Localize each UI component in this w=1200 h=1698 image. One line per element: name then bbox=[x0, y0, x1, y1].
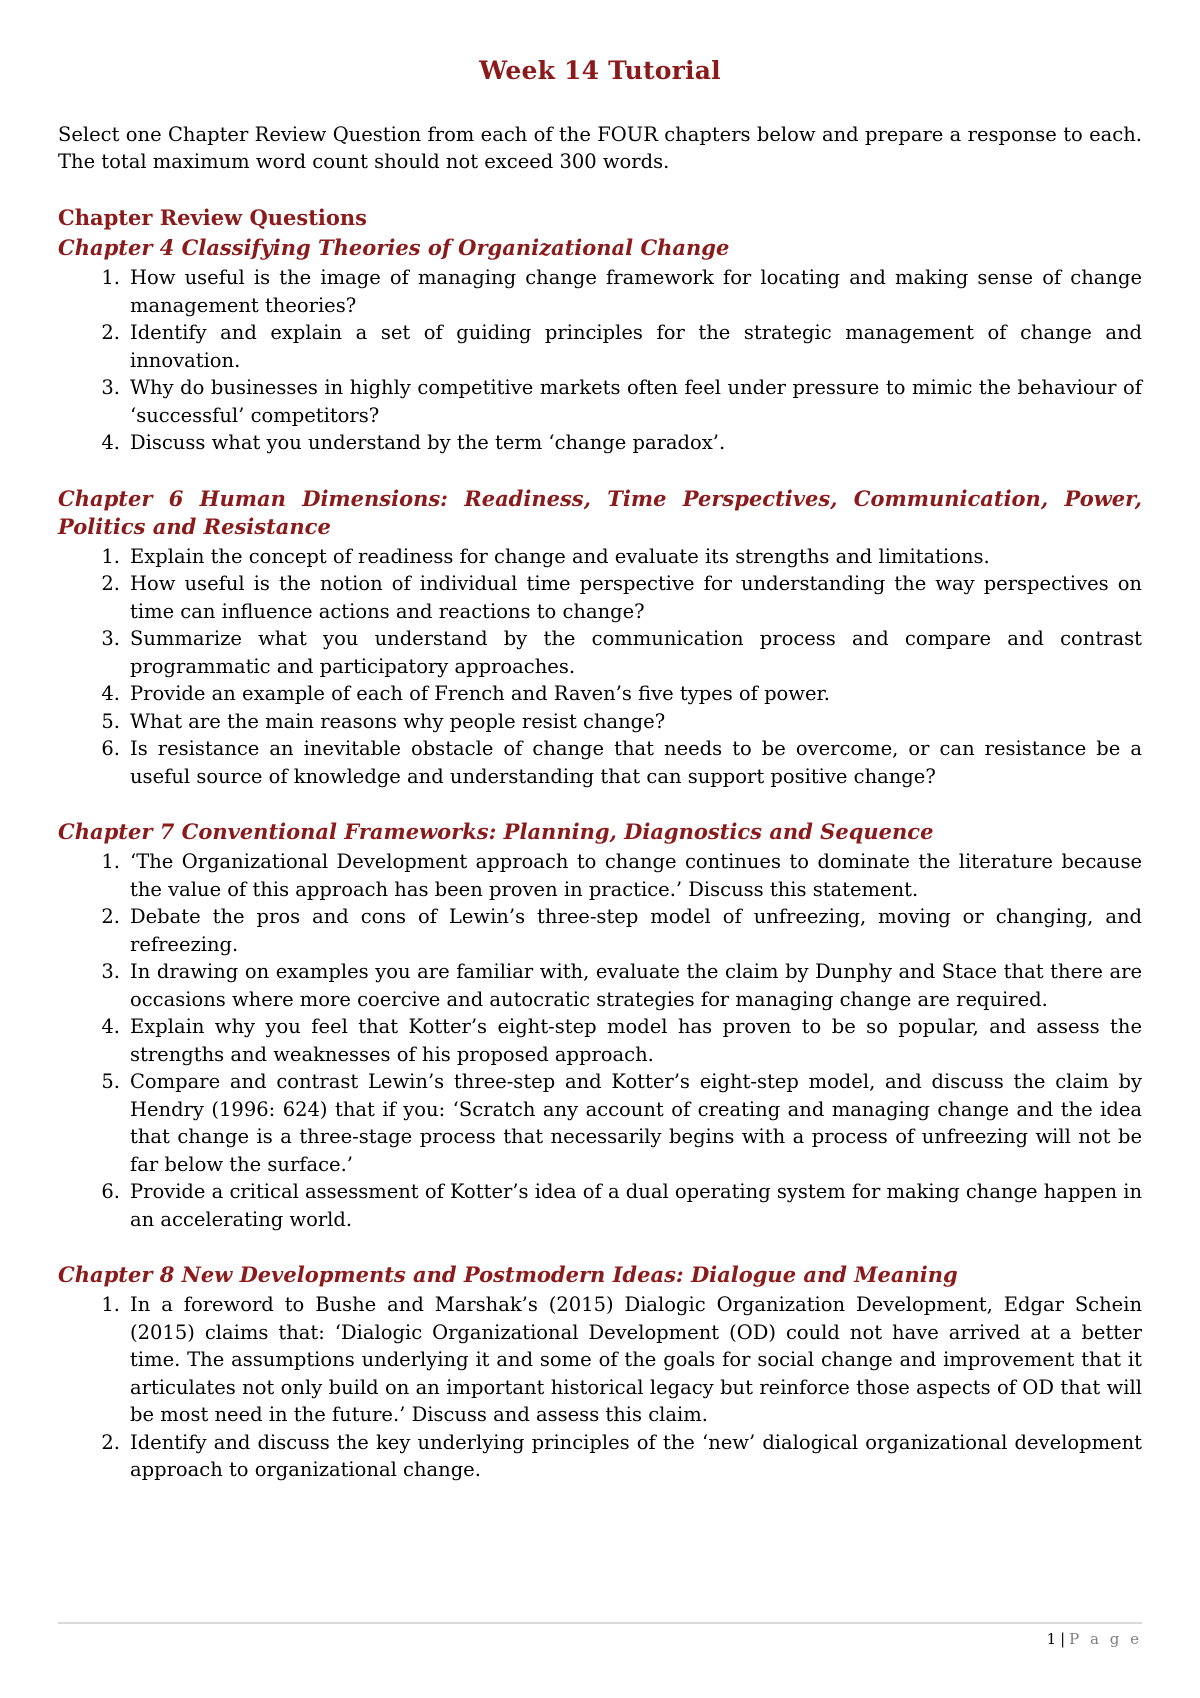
question-text: What are the main reasons why people resist change? bbox=[130, 709, 666, 733]
question-text: ‘The Organizational Development approach to change continues to dominate the literature because the value of this approach has been proven in practice.’ Discuss this statement. bbox=[130, 850, 1142, 901]
question-item bbox=[58, 570, 1142, 625]
question-number: 2. bbox=[101, 572, 120, 595]
page-number: 1 bbox=[1046, 1630, 1057, 1648]
question-list bbox=[58, 1291, 1142, 1484]
page-label: P a g e bbox=[1069, 1630, 1142, 1648]
question-item bbox=[58, 319, 1142, 374]
question-item bbox=[58, 708, 1142, 736]
question-text: Identify and discuss the key underlying principles of the ‘new’ dialogical organizational development approach to organizational change. bbox=[130, 1430, 1142, 1481]
chapter-section bbox=[58, 234, 1142, 457]
chapter-section bbox=[58, 818, 1142, 1233]
question-text: How useful is the notion of individual time perspective for understanding the way perspectives on time can influence actions and reactions to change? bbox=[130, 572, 1142, 623]
chapter-section bbox=[58, 485, 1142, 791]
question-item bbox=[58, 903, 1142, 958]
question-item bbox=[58, 374, 1142, 429]
question-number: 4. bbox=[101, 682, 120, 705]
question-list bbox=[58, 543, 1142, 791]
question-number: 2. bbox=[101, 321, 120, 344]
question-number: 1. bbox=[101, 850, 120, 873]
question-number: 1. bbox=[101, 266, 120, 289]
question-text: Explain why you feel that Kotter’s eight-step model has proven to be so popular, and assess the strengths and weaknesses of his proposed approach. bbox=[130, 1015, 1142, 1066]
question-text: In drawing on examples you are familiar with, evaluate the claim by Dunphy and Stace that there are occasions where more coercive and autocratic strategies for managing change are required. bbox=[130, 960, 1142, 1011]
question-text: Identify and explain a set of guiding principles for the strategic management of change and innovation. bbox=[130, 321, 1142, 372]
question-item bbox=[58, 264, 1142, 319]
question-text: In a foreword to Bushe and Marshak’s (2015) Dialogic Organization Development, Edgar Schein (2015) claims that: ‘Dialogic Organizational Development (OD) could not have arrived at a better time. The assumptions underlying it and some of the goals for social change and improvement that it articulates not only build on an important historical legacy but reinforce those aspects of OD that will be most need in the future.’ Discuss and assess this claim. bbox=[130, 1293, 1142, 1426]
chapters-container bbox=[58, 234, 1142, 1484]
chapter-title: Chapter 6 Human Dimensions: Readiness, Time Perspectives, Communication, Power, Politics and Resistance bbox=[58, 485, 1142, 539]
page-title: Week 14 Tutorial bbox=[479, 56, 721, 85]
question-item bbox=[58, 625, 1142, 680]
question-number: 3. bbox=[101, 627, 120, 650]
question-number: 1. bbox=[101, 544, 120, 568]
question-text: Summarize what you understand by the communication process and compare and contrast programmatic and participatory approaches. bbox=[130, 627, 1142, 678]
question-item bbox=[58, 1291, 1142, 1429]
question-number: 6. bbox=[101, 737, 120, 760]
intro-paragraph: Select one Chapter Review Question from each of the FOUR chapters below and prepare a response to each. The total maximum word count should not exceed 300 words. bbox=[58, 123, 1142, 173]
question-list bbox=[58, 848, 1142, 1233]
section-title: Chapter Review Questions bbox=[58, 205, 367, 230]
question-text: Is resistance an inevitable obstacle of change that needs to be overcome, or can resistance be a useful source of knowledge and understanding that can support positive change? bbox=[130, 737, 1142, 788]
question-item bbox=[58, 1178, 1142, 1233]
question-item bbox=[58, 1013, 1142, 1068]
footer-separator: | bbox=[1060, 1630, 1066, 1648]
question-text: Debate the pros and cons of Lewin’s three-step model of unfreezing, moving or changing, and refreezing. bbox=[130, 905, 1142, 956]
question-list bbox=[58, 264, 1142, 457]
question-item bbox=[58, 848, 1142, 903]
chapter-title: Chapter 7 Conventional Frameworks: Planning, Diagnostics and Sequence bbox=[58, 819, 934, 844]
question-number: 5. bbox=[101, 709, 120, 733]
chapter-title: Chapter 8 New Developments and Postmodern Ideas: Dialogue and Meaning bbox=[58, 1262, 958, 1287]
question-number: 3. bbox=[101, 960, 120, 983]
question-item bbox=[58, 958, 1142, 1013]
question-number: 2. bbox=[101, 905, 120, 928]
question-item bbox=[58, 680, 1142, 708]
question-number: 2. bbox=[101, 1430, 120, 1454]
question-item bbox=[58, 429, 1142, 457]
question-number: 4. bbox=[101, 431, 120, 454]
question-text: Explain the concept of readiness for change and evaluate its strengths and limitations. bbox=[130, 544, 990, 568]
chapter-title: Chapter 4 Classifying Theories of Organizational Change bbox=[58, 235, 730, 260]
page-footer bbox=[1047, 1630, 1142, 1648]
question-number: 6. bbox=[101, 1180, 120, 1203]
question-text: Compare and contrast Lewin’s three-step and Kotter’s eight-step model, and discuss the claim by Hendry (1996: 624) that if you: ‘Scratch any account of creating and managing change and the idea that change is a three-stage process that necessarily begins with a process of unfreezing will not be far below the surface.’ bbox=[130, 1070, 1142, 1176]
question-number: 5. bbox=[101, 1070, 120, 1093]
question-text: Provide a critical assessment of Kotter’s idea of a dual operating system for making change happen in an accelerating world. bbox=[130, 1180, 1143, 1231]
question-text: How useful is the image of managing change framework for locating and making sense of change management theories? bbox=[130, 266, 1142, 317]
question-text: Provide an example of each of French and Raven’s five types of power. bbox=[130, 682, 830, 705]
question-number: 4. bbox=[101, 1015, 120, 1038]
question-number: 1. bbox=[101, 1293, 120, 1316]
footer-divider bbox=[58, 1622, 1142, 1624]
question-item bbox=[58, 1068, 1142, 1178]
question-item bbox=[58, 1429, 1142, 1484]
question-item bbox=[58, 543, 1142, 571]
question-number: 3. bbox=[101, 376, 120, 399]
question-text: Discuss what you understand by the term ‘change paradox’. bbox=[130, 431, 726, 454]
question-item bbox=[58, 735, 1142, 790]
question-text: Why do businesses in highly competitive markets often feel under pressure to mimic the behaviour of ‘successful’ competitors? bbox=[130, 376, 1142, 427]
chapter-section bbox=[58, 1261, 1142, 1484]
